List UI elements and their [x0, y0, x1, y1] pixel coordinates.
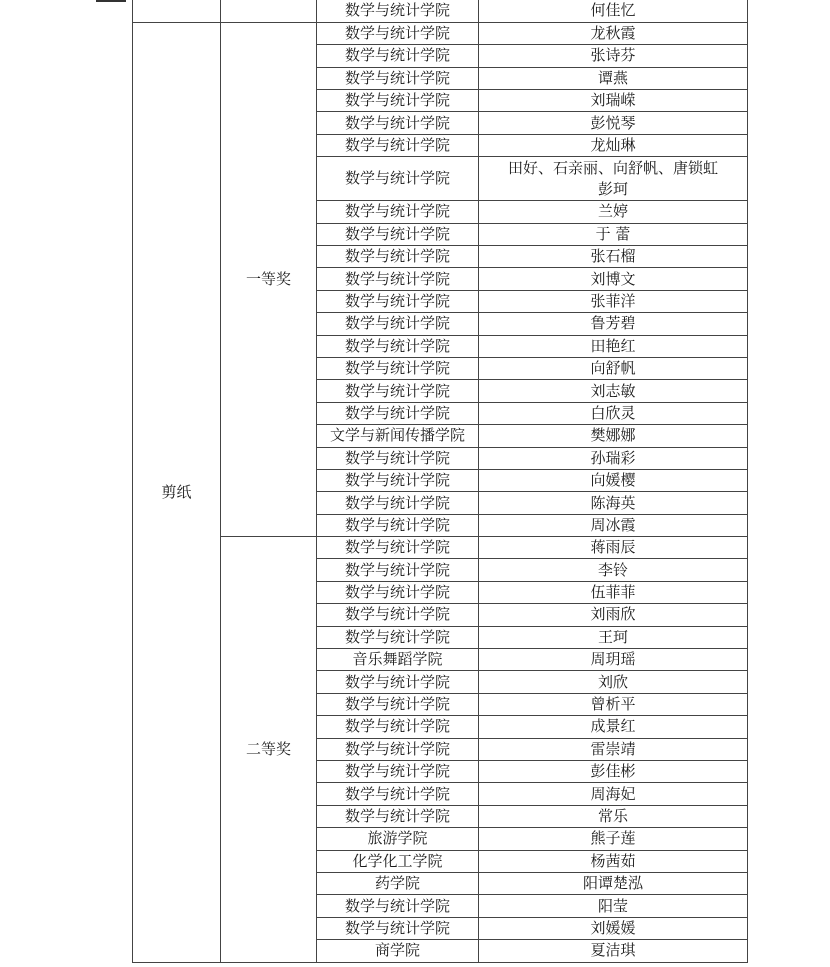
school-cell: 数学与统计学院 [317, 402, 479, 424]
school-cell: 数学与统计学院 [317, 895, 479, 917]
name-cell: 谭燕 [479, 67, 748, 89]
name-cell: 张石榴 [479, 246, 748, 268]
school-cell: 音乐舞蹈学院 [317, 649, 479, 671]
school-cell: 数学与统计学院 [317, 738, 479, 760]
name-cell: 雷崇靖 [479, 738, 748, 760]
award-level-cell: 一等奖 [221, 22, 317, 536]
name-cell: 孙瑞彩 [479, 447, 748, 469]
name-cell: 刘博文 [479, 268, 748, 290]
name-cell: 向媛樱 [479, 469, 748, 491]
name-cell: 刘瑞嵘 [479, 90, 748, 112]
school-cell: 数学与统计学院 [317, 447, 479, 469]
school-cell: 药学院 [317, 872, 479, 894]
name-cell: 刘雨欣 [479, 604, 748, 626]
school-cell: 数学与统计学院 [317, 671, 479, 693]
name-cell: 何佳忆 [479, 0, 748, 22]
school-cell: 数学与统计学院 [317, 290, 479, 312]
name-cell: 刘志敏 [479, 380, 748, 402]
page-edge-mark [96, 0, 126, 2]
award-level-cell: 二等奖 [221, 537, 317, 962]
school-cell: 数学与统计学院 [317, 67, 479, 89]
school-cell: 数学与统计学院 [317, 90, 479, 112]
school-cell: 化学化工学院 [317, 850, 479, 872]
name-cell: 龙灿琳 [479, 134, 748, 156]
school-cell: 数学与统计学院 [317, 581, 479, 603]
name-cell: 曾析平 [479, 693, 748, 715]
school-cell: 数学与统计学院 [317, 469, 479, 491]
school-cell: 旅游学院 [317, 828, 479, 850]
school-cell: 数学与统计学院 [317, 45, 479, 67]
school-cell: 数学与统计学院 [317, 0, 479, 22]
name-cell: 陈海英 [479, 492, 748, 514]
school-cell: 商学院 [317, 940, 479, 962]
school-cell: 文学与新闻传播学院 [317, 425, 479, 447]
name-cell: 蒋雨辰 [479, 537, 748, 559]
name-cell: 阳莹 [479, 895, 748, 917]
school-cell: 数学与统计学院 [317, 313, 479, 335]
name-cell: 张诗芬 [479, 45, 748, 67]
name-cell: 周冰霞 [479, 514, 748, 536]
name-cell: 阳谭楚泓 [479, 872, 748, 894]
school-cell: 数学与统计学院 [317, 514, 479, 536]
school-cell: 数学与统计学院 [317, 559, 479, 581]
name-cell: 杨茜茹 [479, 850, 748, 872]
name-cell: 周海妃 [479, 783, 748, 805]
school-cell: 数学与统计学院 [317, 716, 479, 738]
name-cell: 田好、石亲丽、向舒帆、唐锁虹 彭珂 [479, 157, 748, 201]
school-cell: 数学与统计学院 [317, 201, 479, 223]
name-cell: 刘欣 [479, 671, 748, 693]
school-cell: 数学与统计学院 [317, 246, 479, 268]
school-cell: 数学与统计学院 [317, 157, 479, 201]
table-row [133, 22, 748, 44]
name-cell: 彭佳彬 [479, 761, 748, 783]
table-row [133, 0, 748, 22]
name-cell: 彭悦琴 [479, 112, 748, 134]
school-cell: 数学与统计学院 [317, 761, 479, 783]
name-cell: 王珂 [479, 626, 748, 648]
school-cell: 数学与统计学院 [317, 537, 479, 559]
name-cell: 夏洁琪 [479, 940, 748, 962]
school-cell: 数学与统计学院 [317, 604, 479, 626]
award-table-body [133, 0, 748, 962]
school-cell: 数学与统计学院 [317, 223, 479, 245]
school-cell: 数学与统计学院 [317, 357, 479, 379]
school-cell: 数学与统计学院 [317, 134, 479, 156]
school-cell: 数学与统计学院 [317, 380, 479, 402]
name-cell: 鲁芳碧 [479, 313, 748, 335]
name-cell: 于 蕾 [479, 223, 748, 245]
name-cell: 伍菲菲 [479, 581, 748, 603]
school-cell: 数学与统计学院 [317, 626, 479, 648]
category-cell: 剪纸 [133, 22, 221, 962]
school-cell: 数学与统计学院 [317, 805, 479, 827]
name-cell: 刘媛媛 [479, 917, 748, 939]
school-cell: 数学与统计学院 [317, 492, 479, 514]
school-cell: 数学与统计学院 [317, 917, 479, 939]
name-cell: 成景红 [479, 716, 748, 738]
name-cell: 兰婷 [479, 201, 748, 223]
name-cell: 熊子莲 [479, 828, 748, 850]
school-cell: 数学与统计学院 [317, 693, 479, 715]
school-cell: 数学与统计学院 [317, 268, 479, 290]
name-cell: 龙秋霞 [479, 22, 748, 44]
level-cell-continued [221, 0, 317, 22]
name-cell: 田艳红 [479, 335, 748, 357]
school-cell: 数学与统计学院 [317, 335, 479, 357]
table-row [133, 537, 748, 559]
school-cell: 数学与统计学院 [317, 112, 479, 134]
name-cell: 李铃 [479, 559, 748, 581]
school-cell: 数学与统计学院 [317, 22, 479, 44]
award-table [132, 0, 748, 963]
name-cell: 白欣灵 [479, 402, 748, 424]
name-cell: 周玥瑶 [479, 649, 748, 671]
name-cell: 向舒帆 [479, 357, 748, 379]
category-cell-continued [133, 0, 221, 22]
name-cell: 常乐 [479, 805, 748, 827]
name-cell: 樊娜娜 [479, 425, 748, 447]
name-cell: 张菲洋 [479, 290, 748, 312]
school-cell: 数学与统计学院 [317, 783, 479, 805]
